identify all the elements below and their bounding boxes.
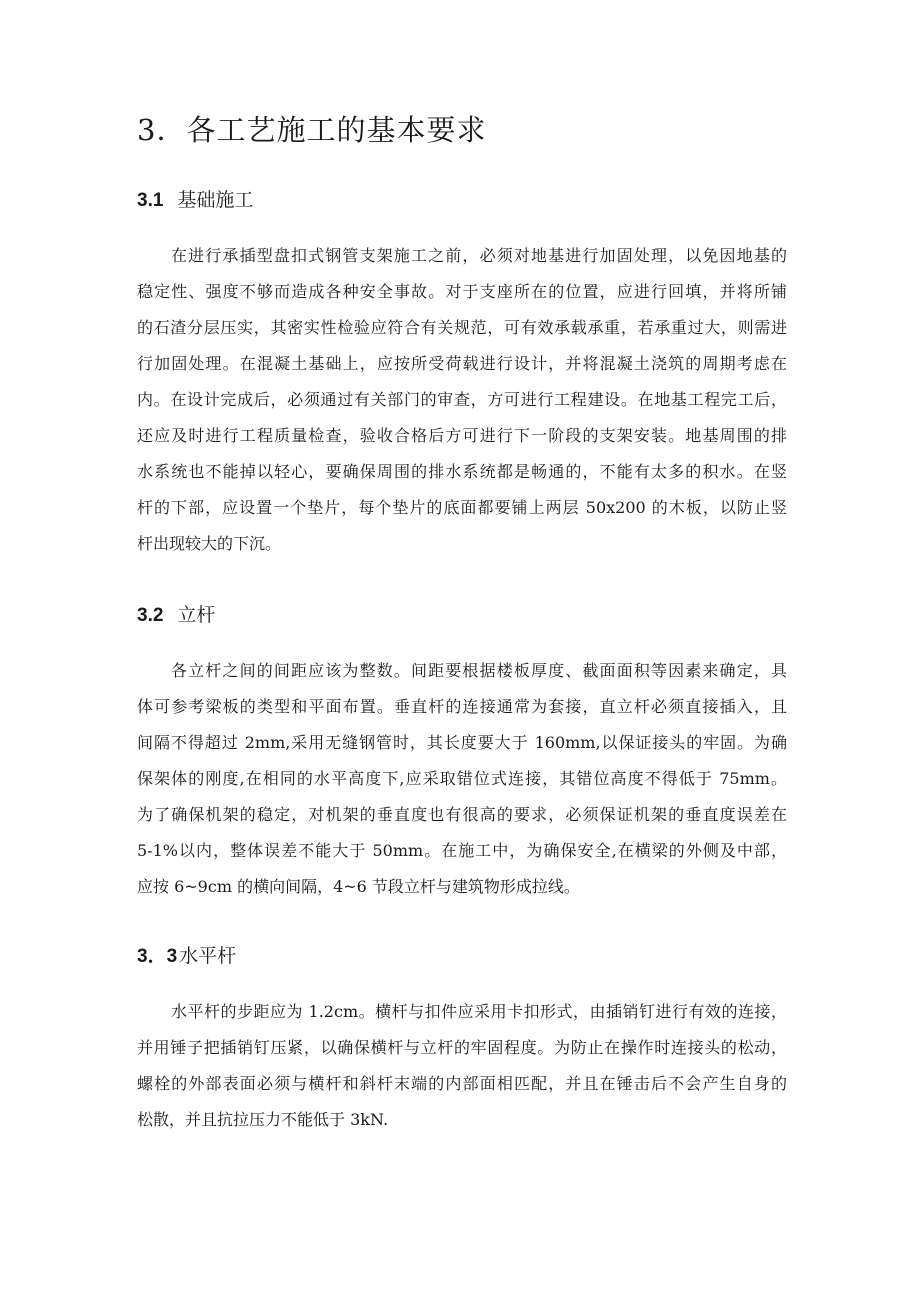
paragraph-line: 内。在设计完成后，必须通过有关部门的审查，方可进行工程建设。在地基工程完工后， [137,390,787,409]
paragraph-line: 杆出现较大的下沉。 [137,534,282,553]
paragraph-line: 并用锤子把插销钉压紧，以确保横杆与立杆的牢固程度。为防止在操作时连接头的松动， [137,1038,787,1057]
paragraph-line: 水系统也不能掉以轻心，要确保周围的排水系统都是畅通的，不能有太多的积水。在竖 [137,462,787,481]
section-title: 立杆 [177,604,216,626]
paragraph-horizontal-bars [137,994,787,1138]
paragraph-line: 间隔不得超过 2mm,采用无缝钢管时，其长度要大于 160mm,以保证接头的牢固。为确 [137,733,787,752]
paragraph-line: 5-1%以内，整体误差不能大于 50mm。在施工中，为确保安全,在横梁的外侧及中部， [137,841,787,860]
section-title: 基础施工 [177,189,254,211]
chapter-title: 3．各工艺施工的基本要求 [137,113,487,147]
section-number: 3.2 [137,605,164,626]
paragraph-line: 螺栓的外部表面必须与横杆和斜杆末端的内部面相匹配，并且在锤击后不会产生自身的 [137,1074,787,1093]
paragraph-line: 行加固处理。在混凝土基础上，应按所受荷载进行设计，并将混凝土浇筑的周期考虑在 [137,354,787,373]
section-title: 水平杆 [179,945,237,967]
paragraph-line: 还应及时进行工程质量检查，验收合格后方可进行下一阶段的支架安装。地基周围的排 [137,426,787,445]
section-heading-3-2 [137,600,215,627]
paragraph-line: 稳定性、强度不够而造成各种安全事故。对于支座所在的位置，应进行回填，并将所铺 [137,282,787,301]
paragraph-foundation [137,238,787,562]
section-heading-3-1 [137,185,253,212]
paragraph-vertical-poles [137,653,787,905]
paragraph-line: 保架体的刚度,在相同的水平高度下,应采取错位式连接，其错位高度不得低于 75mm。 [137,769,787,788]
section-heading-3-3 [137,941,236,968]
section-number: 3.1 [137,190,164,211]
paragraph-line: 杆的下部，应设置一个垫片，每个垫片的底面都要铺上两层 50x200 的木板，以防止竖 [137,498,787,517]
paragraph-line: 各立杆之间的间距应该为整数。间距要根据楼板厚度、截面面积等因素来确定，具 [171,661,787,680]
paragraph-line: 应按 6~9cm 的横向间隔，4~6 节段立杆与建筑物形成拉线。 [137,877,580,896]
paragraph-line: 水平杆的步距应为 1.2cm。横杆与扣件应采用卡扣形式，由插销钉进行有效的连接， [171,1002,787,1021]
paragraph-line: 在进行承插型盘扣式钢管支架施工之前，必须对地基进行加固处理，以免因地基的 [171,246,787,265]
paragraph-line: 松散，并且抗拉压力不能低于 3kN. [137,1110,389,1129]
paragraph-line: 为了确保机架的稳定，对机架的垂直度也有很高的要求，必须保证机架的垂直度误差在 [137,805,787,824]
paragraph-line: 体可参考梁板的类型和平面布置。垂直杆的连接通常为套接，直立杆必须直接插入，且 [137,697,787,716]
section-number: 3．3 [137,946,178,967]
paragraph-line: 的石渣分层压实，其密实性检验应符合有关规范，可有效承载承重，若承重过大，则需进 [137,318,787,337]
